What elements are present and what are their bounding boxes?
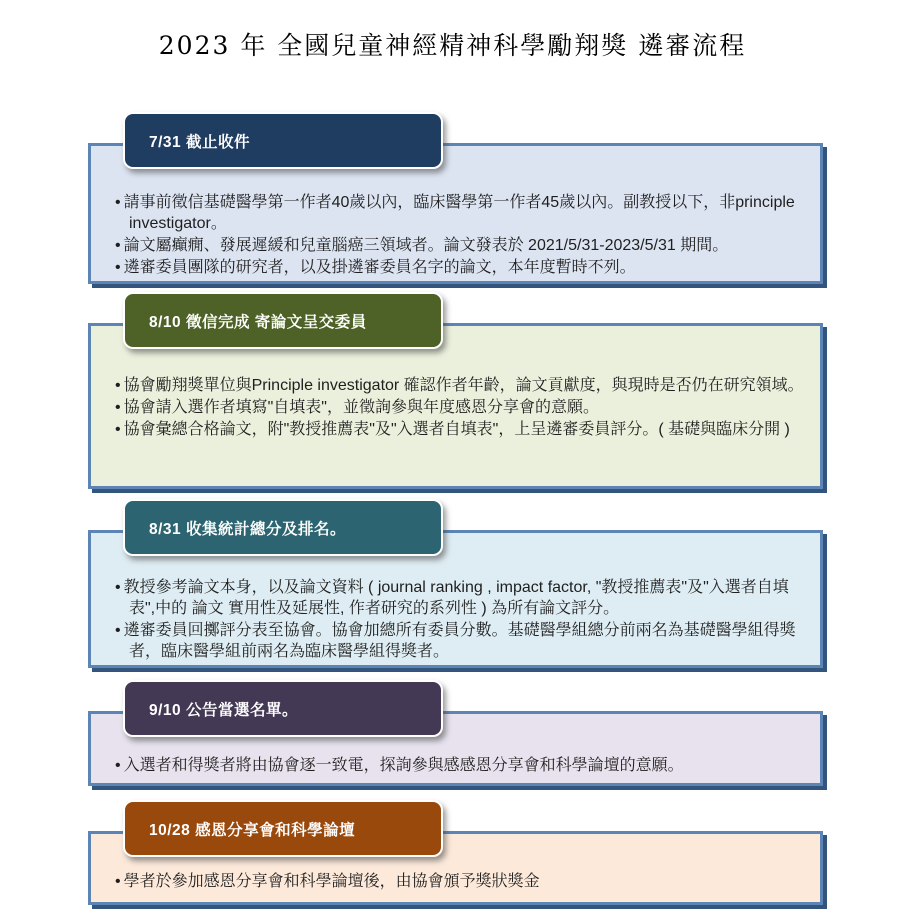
- bullet-item: • 遴審委員團隊的研究者，以及掛遴審委員名字的論文，本年度暫時不列。: [115, 257, 806, 278]
- bullet-item: • 協會勵翔獎單位與Principle investigator 確認作者年齡，論文貢獻度，與現時是否仍在研究領域。: [115, 375, 806, 396]
- bullet-item: • 論文屬癲癇、發展遲緩和兒童腦癌三領域者。論文發表於 2021/5/31-2023/5/31 期間。: [115, 235, 806, 256]
- step-header-2: [123, 292, 443, 349]
- step-header-1: [123, 112, 443, 169]
- step-header-3: [123, 499, 443, 556]
- bullet-item: • 學者於參加感恩分享會和科學論壇後，由協會頒予獎狀獎金: [115, 871, 806, 892]
- step-header-label: 10/28 感恩分享會和科學論壇: [149, 821, 356, 839]
- step-header-label: 8/31 收集統計總分及排名。: [149, 520, 346, 538]
- step-header-label: 7/31 截止收件: [149, 133, 250, 151]
- bullet-item: • 遴審委員回擲評分表至協會。協會加總所有委員分數。基礎醫學組總分前兩名為基礎醫學組得獎者，臨床醫學組前兩名為臨床醫學組得獎者。: [115, 620, 806, 662]
- step-header-label: 8/10 徵信完成 寄論文呈交委員: [149, 313, 367, 331]
- bullet-item: • 協會請入選作者填寫"自填表"，並徵詢參與年度感恩分享會的意願。: [115, 397, 806, 418]
- step-header-label: 9/10 公告當選名單。: [149, 701, 298, 719]
- step-header-5: [123, 800, 443, 857]
- bullet-item: • 教授參考論文本身，以及論文資料 ( journal ranking , impact factor, "教授推薦表"及"入選者自填表",中的 論文 實用性及延展性, 作者研究的系列性 ) 為所有論文評分。: [115, 577, 806, 619]
- bullet-item: • 請事前徵信基礎醫學第一作者40歲以內，臨床醫學第一作者45歲以內。副教授以下，非principle investigator。: [115, 192, 806, 234]
- step-header-4: [123, 680, 443, 737]
- bullet-item: • 入選者和得獎者將由協會逐一致電，探詢參與感感恩分享會和科學論壇的意願。: [115, 755, 806, 776]
- bullet-item: • 協會彙總合格論文，附"教授推薦表"及"入選者自填表"，上呈遴審委員評分。( 基礎與臨床分開 ): [115, 419, 806, 440]
- page-title: 2023 年 全國兒童神經精神科學勵翔獎 遴審流程: [158, 31, 747, 60]
